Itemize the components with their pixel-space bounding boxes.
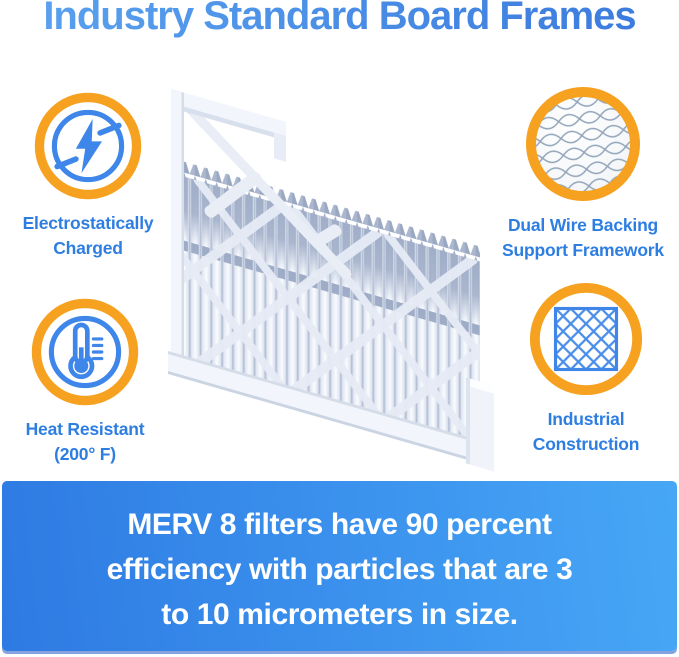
feature-label: Electrostatically Charged [22, 213, 154, 258]
diamond-lattice-icon [527, 280, 645, 398]
thermometer-icon [29, 296, 141, 408]
feature-label: Heat Resistant (200° F) [25, 419, 145, 464]
feature-label: Dual Wire Backing Support Framework [502, 215, 664, 260]
merv-banner [2, 481, 677, 651]
lightning-icon [32, 90, 144, 202]
feature-electrostatically-charged [3, 90, 173, 261]
banner-line: MERV 8 filters have 90 percent [127, 508, 552, 541]
wire-mesh-icon [523, 84, 643, 204]
banner-line: to 10 micrometers in size. [161, 598, 518, 631]
feature-label: Industrial Construction [532, 409, 640, 454]
feature-heat-resistant [0, 296, 170, 467]
feature-dual-wire-backing [498, 84, 668, 263]
page-title: Industry Standard Board Frames [0, 0, 679, 39]
feature-industrial-construction [501, 280, 671, 457]
air-filter-image [148, 66, 498, 486]
banner-line: efficiency with particles that are 3 [106, 553, 573, 586]
